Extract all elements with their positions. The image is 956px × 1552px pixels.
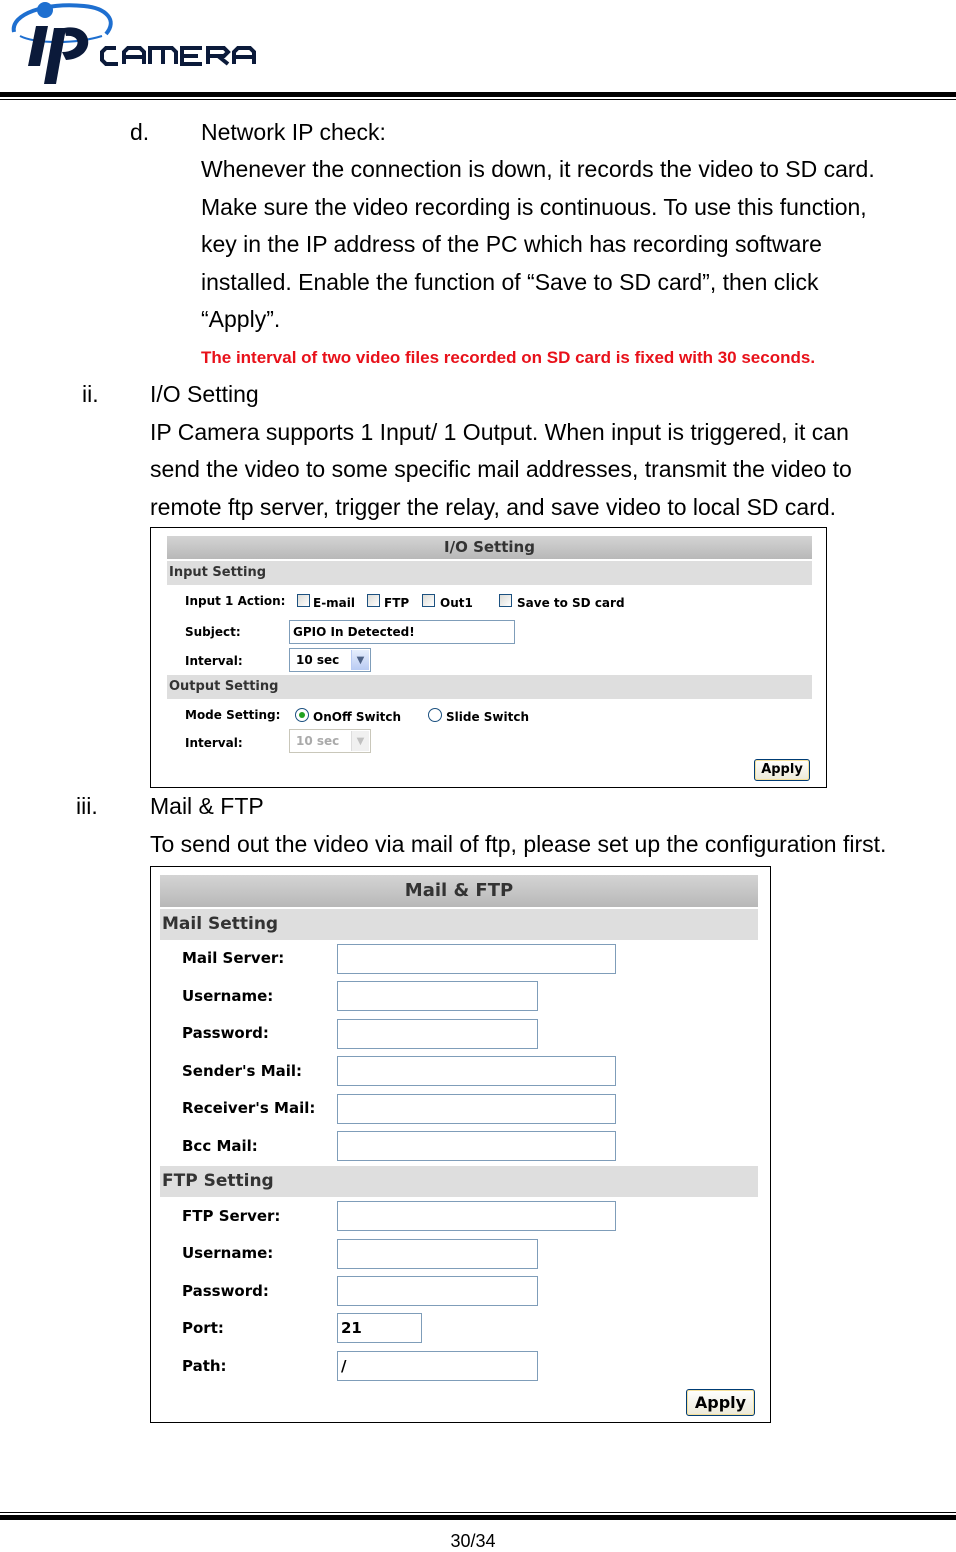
bcc-mail-input[interactable] <box>337 1131 616 1161</box>
bcc-mail-label: Bcc Mail: <box>182 1137 258 1155</box>
email-checkbox-label: E-mail <box>313 596 356 610</box>
io-setting-panel <box>150 527 827 788</box>
item-ii-line: send the video to some specific mail addresses, transmit the video to <box>150 456 852 482</box>
mail-ftp-panel <box>150 866 771 1423</box>
output-setting-header: Output Setting <box>167 675 812 699</box>
page-number: 30/34 <box>450 1531 496 1551</box>
item-d-line: key in the IP address of the PC which has recording software <box>201 231 822 257</box>
ftp-path-input[interactable]: / <box>337 1351 538 1381</box>
output-interval-label: Interval: <box>185 736 243 750</box>
receiver-mail-input[interactable] <box>337 1094 616 1124</box>
ftp-setting-header: FTP Setting <box>160 1166 758 1197</box>
item-iii-marker: iii. <box>76 793 98 819</box>
ftp-path-label: Path: <box>182 1357 227 1375</box>
output-interval-select-value: 10 sec <box>296 734 340 748</box>
input-setting-header: Input Setting <box>167 561 812 585</box>
mode-setting-label: Mode Setting: <box>185 708 281 722</box>
item-ii-line: IP Camera supports 1 Input/ 1 Output. When input is triggered, it can <box>150 419 849 445</box>
interval-select[interactable] <box>289 648 371 672</box>
item-d-line: Make sure the video recording is continuous. To use this function, <box>201 194 867 220</box>
out1-checkbox[interactable] <box>422 594 435 607</box>
ip-camera-logo <box>6 0 266 92</box>
slide-switch-label: Slide Switch <box>446 710 530 724</box>
ftp-port-label: Port: <box>182 1319 224 1337</box>
ftp-password-label: Password: <box>182 1282 269 1300</box>
email-checkbox[interactable] <box>297 594 310 607</box>
item-d-marker: d. <box>130 119 150 145</box>
item-ii-heading: I/O Setting <box>150 381 259 407</box>
item-iii-line: To send out the video via mail of ftp, please set up the configuration first. <box>150 831 887 857</box>
io-setting-title: I/O Setting <box>167 536 812 559</box>
input-action-label: Input 1 Action: <box>185 594 286 608</box>
slide-switch-radio[interactable] <box>428 708 442 722</box>
interval-select-value: 10 sec <box>296 653 340 667</box>
mail-password-label: Password: <box>182 1024 269 1042</box>
item-ii-line: remote ftp server, trigger the relay, and save video to local SD card. <box>150 494 837 520</box>
chevron-down-icon: ▼ <box>351 731 369 751</box>
ftp-username-input[interactable] <box>337 1239 538 1269</box>
item-d-line: installed. Enable the function of “Save to SD card”, then click <box>201 269 819 295</box>
footer-rule-thick <box>0 1515 956 1520</box>
ftp-port-input[interactable]: 21 <box>337 1313 422 1343</box>
mail-password-input[interactable] <box>337 1019 538 1049</box>
chevron-down-icon: ▼ <box>351 650 369 670</box>
output-interval-select[interactable] <box>289 729 371 753</box>
mail-ftp-title: Mail & FTP <box>160 875 758 907</box>
receiver-mail-label: Receiver's Mail: <box>182 1099 316 1117</box>
header-rule-thick <box>0 92 956 97</box>
onoff-switch-label: OnOff Switch <box>313 710 402 724</box>
io-apply-button[interactable]: Apply <box>754 759 810 781</box>
sender-mail-label: Sender's Mail: <box>182 1062 303 1080</box>
item-ii-marker: ii. <box>82 381 99 407</box>
sender-mail-input[interactable] <box>337 1056 616 1086</box>
item-iii-heading: Mail & FTP <box>150 793 264 819</box>
mail-username-input[interactable] <box>337 981 538 1011</box>
ftp-password-input[interactable] <box>337 1276 538 1306</box>
ftp-server-label: FTP Server: <box>182 1207 281 1225</box>
ftp-server-input[interactable] <box>337 1201 616 1231</box>
out1-checkbox-label: Out1 <box>440 596 473 610</box>
interval-label: Interval: <box>185 654 243 668</box>
header-rule-thin <box>0 99 956 100</box>
mail-username-label: Username: <box>182 987 274 1005</box>
item-d-line: “Apply”. <box>201 306 281 332</box>
footer-rule-thin <box>0 1512 956 1513</box>
item-d-heading: Network IP check: <box>201 119 386 145</box>
ftp-username-label: Username: <box>182 1244 274 1262</box>
ftp-checkbox-label: FTP <box>384 596 410 610</box>
subject-input[interactable]: GPIO In Detected! <box>289 620 515 644</box>
mail-setting-header: Mail Setting <box>160 909 758 940</box>
mail-server-label: Mail Server: <box>182 949 285 967</box>
save-to-sd-checkbox-label: Save to SD card <box>517 596 625 610</box>
mail-server-input[interactable] <box>337 944 616 974</box>
save-to-sd-checkbox[interactable] <box>499 594 512 607</box>
mail-ftp-apply-button[interactable]: Apply <box>686 1389 755 1416</box>
ftp-checkbox[interactable] <box>367 594 380 607</box>
item-d-line: Whenever the connection is down, it records the video to SD card. <box>201 156 875 182</box>
sd-card-interval-note: The interval of two video files recorded on SD card is fixed with 30 seconds. <box>201 348 816 367</box>
onoff-switch-radio[interactable] <box>295 708 309 722</box>
subject-label: Subject: <box>185 625 241 639</box>
